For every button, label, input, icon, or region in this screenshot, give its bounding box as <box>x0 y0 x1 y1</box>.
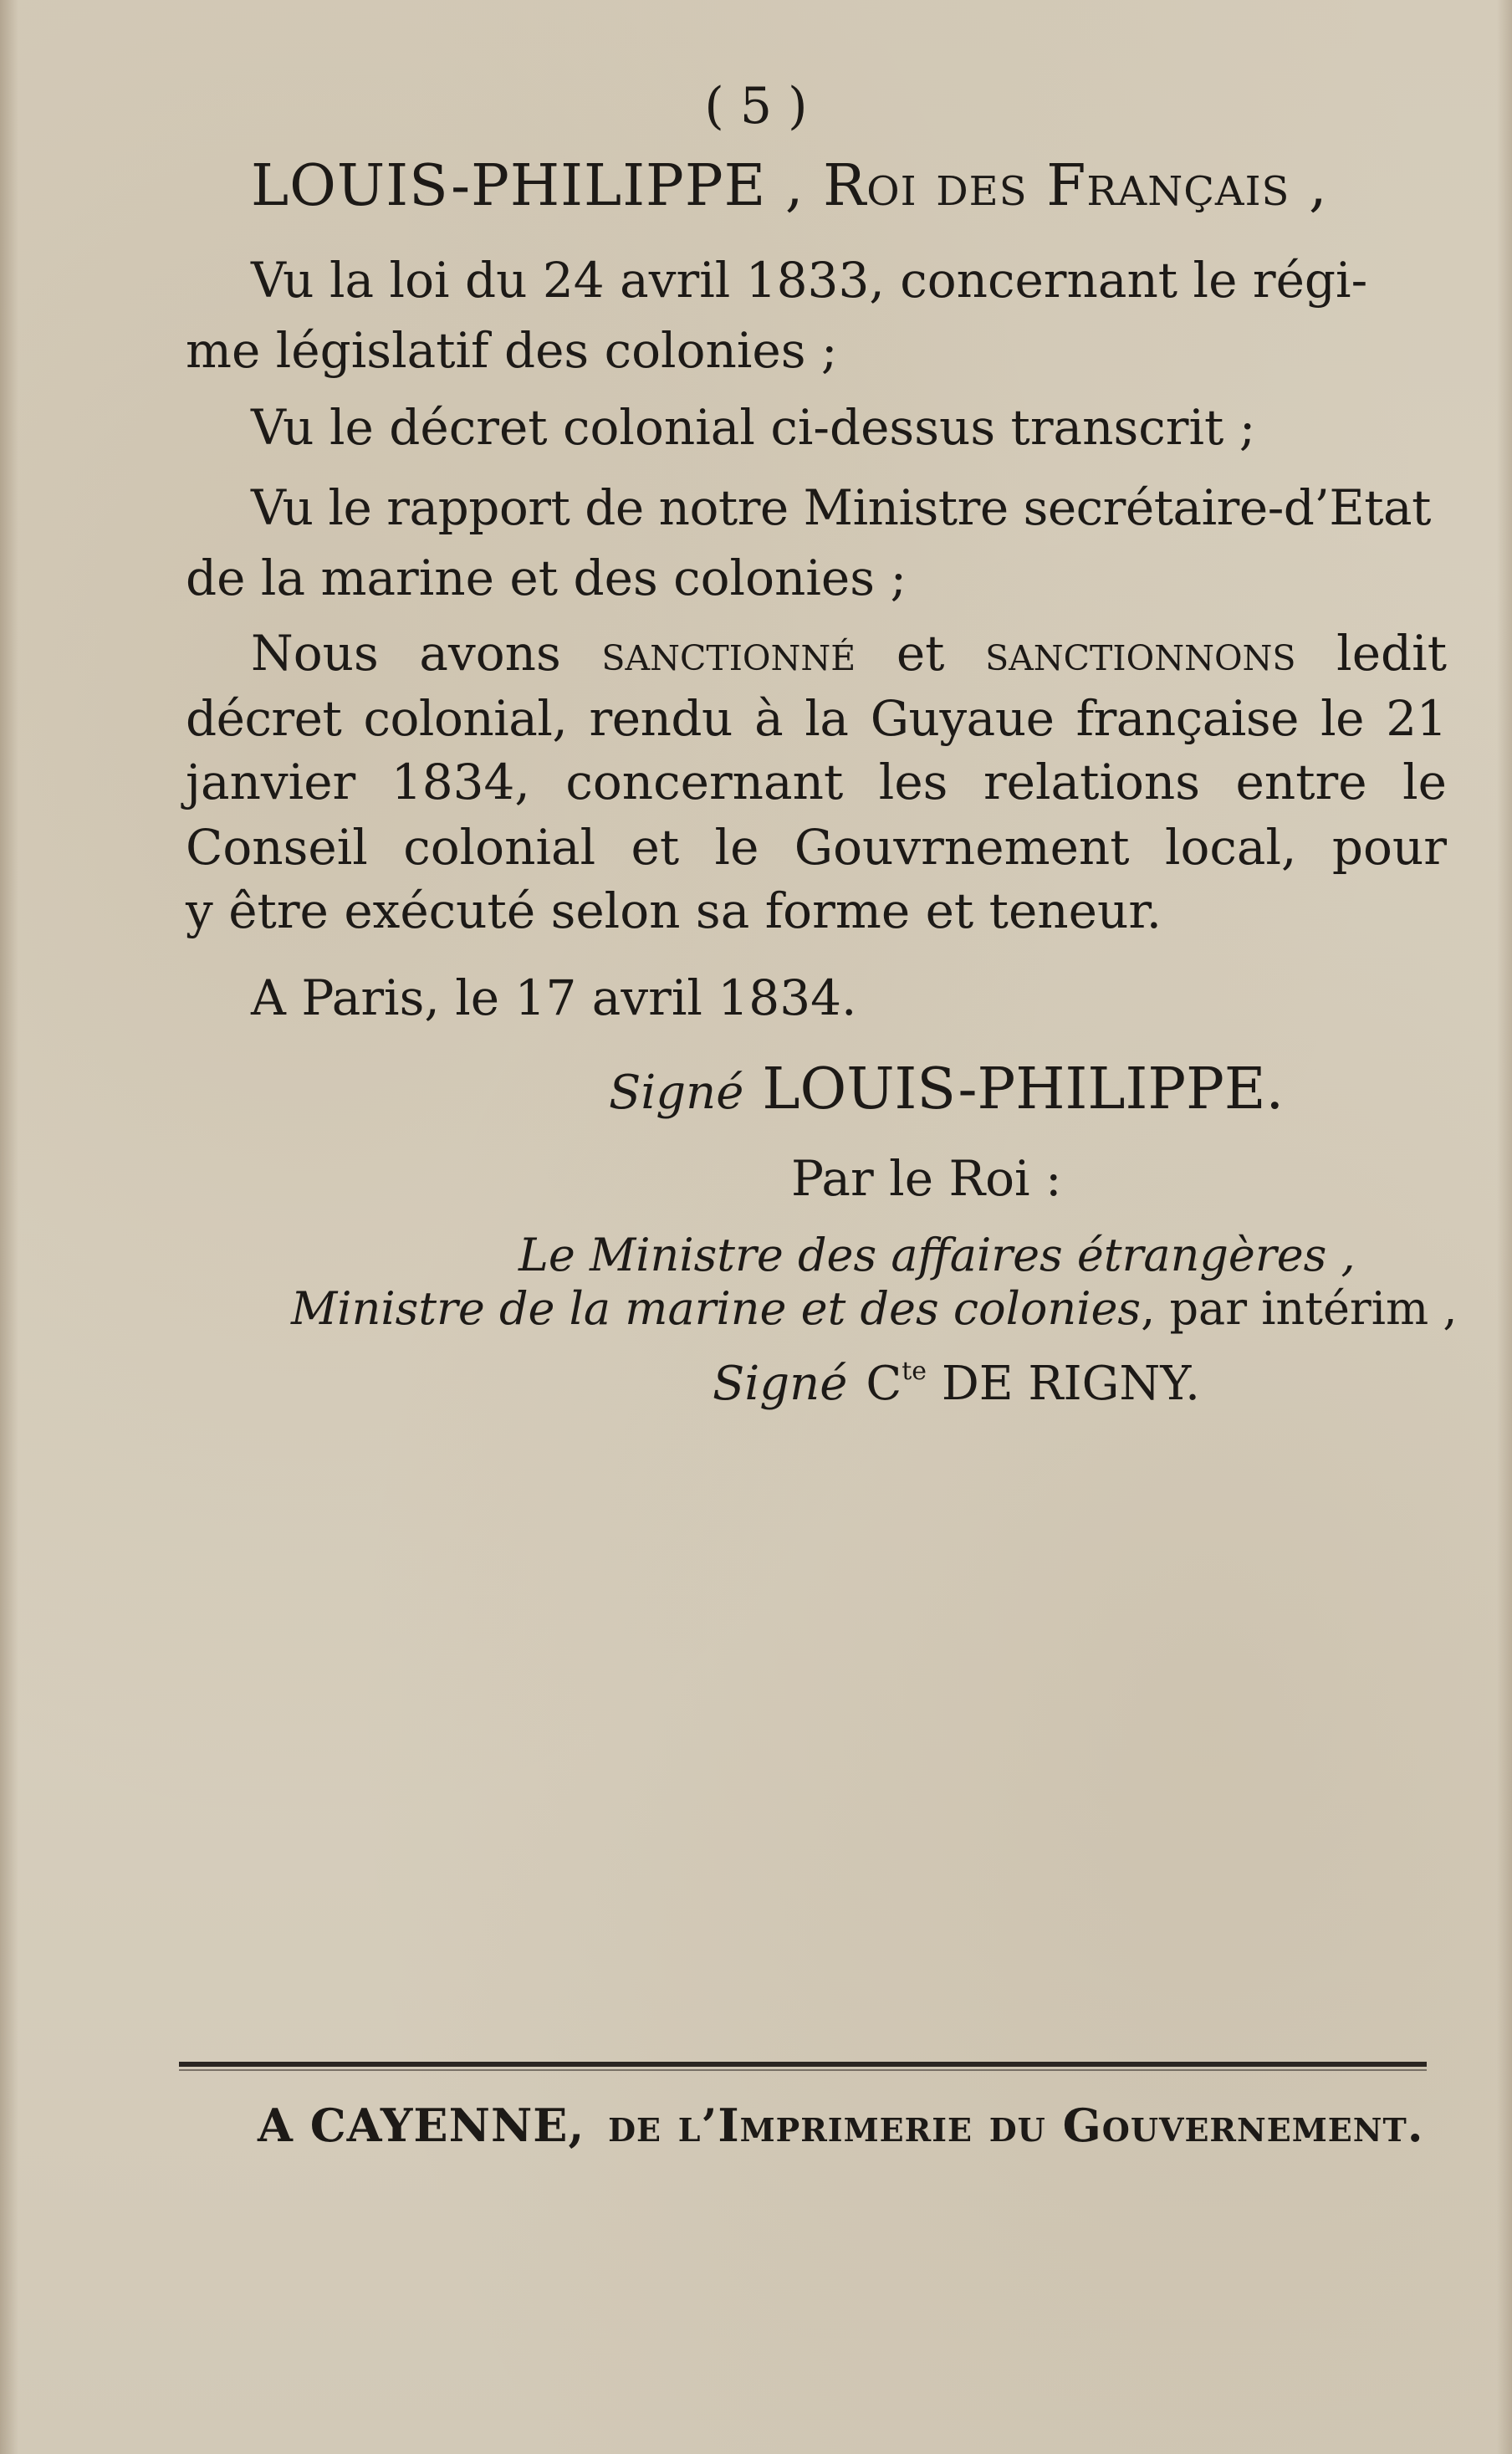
minister-name: DE RIGNY. <box>941 1357 1200 1411</box>
date-line: A Paris, le 17 avril 1834. <box>251 969 857 1026</box>
imprint-city: A CAYENNE, <box>258 2099 585 2152</box>
paragraph-3-line-1: Vu le rapport de notre Ministre secrétaire-d’Etat <box>251 479 1431 536</box>
heading-name: LOUIS-PHILIPPE , <box>251 153 805 219</box>
imprint-press: de l’Imprimerie du Gouvernement. <box>608 2099 1424 2152</box>
p4-text-a: Nous avons <box>251 625 561 682</box>
minister-line-2 <box>291 1280 1458 1338</box>
paragraph-4-line-2: décret colonial, rendu à la Guyaue française le 21 <box>186 690 1447 747</box>
par-le-roi: Par le Roi : <box>791 1150 1062 1207</box>
paragraph-1-line-2: me législatif des colonies ; <box>186 322 838 379</box>
p4-sanctionne: sanctionné <box>601 625 856 682</box>
minister-line-1: Le Ministre des affaires étrangères , <box>518 1229 1356 1281</box>
p4-sanctionnons: sanctionnons <box>985 625 1296 682</box>
imprint-divider <box>179 2062 1427 2067</box>
paragraph-4-line-4: Conseil colonial et le Gouvrnement local, pour <box>186 819 1447 876</box>
p4-text-c: et <box>896 625 945 682</box>
king-signature <box>609 1056 1285 1122</box>
king-name: LOUIS-PHILIPPE. <box>762 1056 1285 1122</box>
paragraph-3-line-2: de la marine et des colonies ; <box>186 550 907 606</box>
paragraph-2-line-1: Vu le décret colonial ci-dessus transcrit ; <box>251 399 1256 456</box>
imprint-line <box>258 2098 1424 2153</box>
decree-heading <box>251 153 1328 219</box>
paragraph-4-line-1 <box>251 624 1447 683</box>
minister-signature <box>713 1355 1200 1414</box>
paragraph-4-line-5: y être exécuté selon sa forme et teneur. <box>186 882 1162 939</box>
signed-label-2: Signé <box>713 1357 848 1411</box>
page-number: ( 5 ) <box>704 77 808 135</box>
minister-line-2-italic: Ministre de la marine et des colonies <box>291 1282 1142 1335</box>
count-superscript: te <box>902 1357 927 1386</box>
heading-title: Roi des Français , <box>823 153 1328 219</box>
paragraph-1-line-1: Vu la loi du 24 avril 1833, concernant le régi- <box>251 252 1368 309</box>
count-abbreviation: C <box>866 1357 902 1411</box>
minister-line-2-roman: , par intérim , <box>1141 1282 1458 1335</box>
p4-text-e: ledit <box>1336 625 1448 682</box>
paragraph-4-line-3: janvier 1834, concernant les relations entre le <box>186 754 1447 810</box>
signed-label: Signé <box>609 1066 744 1120</box>
